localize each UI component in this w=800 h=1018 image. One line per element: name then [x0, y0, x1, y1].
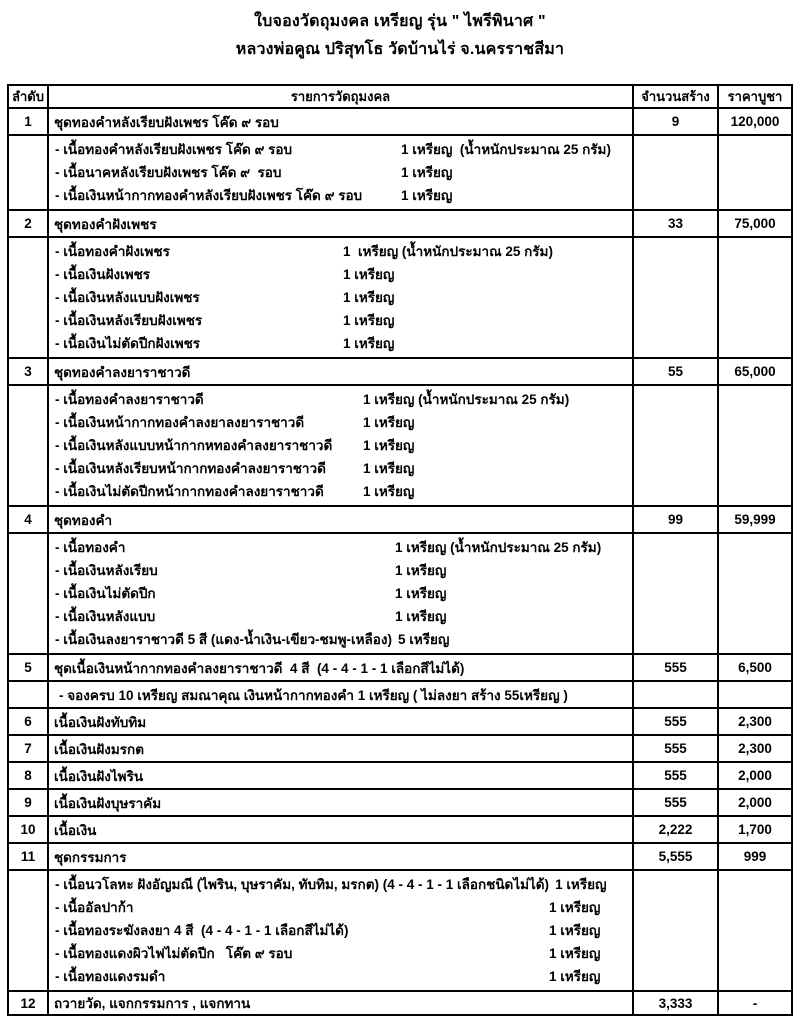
detail-material: - เนื้อเงินหน้ากากทองคำหลังเรียบฝังเพชร โค๊ด ๙ รอบ	[55, 188, 363, 203]
order-table	[7, 84, 793, 1016]
qty-made-value: 33	[633, 210, 718, 237]
detail-quantity: 1 เหรียญ	[363, 461, 415, 476]
detail-material: - เนื้อเงินหลังเรียบหน้ากากทองคำลงยาราชาวดี	[55, 461, 326, 476]
table-row	[8, 991, 792, 1015]
detail-line	[55, 942, 632, 965]
detail-line	[55, 873, 632, 896]
item-name: เนื้อเงินฝังทับทิม	[48, 708, 633, 735]
qty-made-value: 9	[633, 108, 718, 135]
price-value: 1,700	[718, 816, 792, 843]
row-number: 11	[8, 843, 48, 870]
row-number: 6	[8, 708, 48, 735]
detail-quantity: 1 เหรียญ	[401, 188, 453, 203]
detail-quantity: 1 เหรียญ	[343, 336, 395, 351]
item-details	[48, 237, 633, 358]
item-name: เนื้อเงินฝังบุษราคัม	[48, 789, 633, 816]
qty-made-value: 555	[633, 654, 718, 681]
table-row	[8, 762, 792, 789]
detail-quantity: 1 เหรียญ	[395, 609, 447, 624]
detail-material: - เนื้อเงินหน้ากากทองคำลงยาลงยาราชาวดี	[55, 415, 305, 430]
row-number: 2	[8, 210, 48, 237]
item-name: ชุดทองคำ	[48, 506, 633, 533]
row-number-empty	[8, 681, 48, 708]
table-row	[8, 533, 792, 654]
qty-made-empty	[633, 135, 718, 210]
detail-material: - เนื้ออัลปาก้า	[55, 900, 134, 915]
detail-material: - เนื้อทองระฆังลงยา 4 สี (4 - 4 - 1 - 1 เลือกสีไม่ได้)	[55, 923, 349, 938]
table-row	[8, 681, 792, 708]
table-row	[8, 108, 792, 135]
detail-line	[55, 896, 632, 919]
detail-quantity: 1 เหรียญ (น้ำหนักประมาณ 25 กรัม)	[343, 244, 553, 259]
detail-material: - เนื้อเงินไม่ตัดปีกฝังเพชร	[55, 336, 201, 351]
row-number: 4	[8, 506, 48, 533]
table-row	[8, 237, 792, 358]
detail-material: - เนื้อเงินหลังเรียบฝังเพชร	[55, 313, 203, 328]
row-number: 12	[8, 991, 48, 1015]
row-number: 5	[8, 654, 48, 681]
qty-made-value: 555	[633, 762, 718, 789]
row-number-empty	[8, 237, 48, 358]
row-number: 8	[8, 762, 48, 789]
detail-line	[55, 411, 632, 434]
item-details	[48, 385, 633, 506]
item-details	[48, 533, 633, 654]
price-empty	[718, 681, 792, 708]
row-number: 7	[8, 735, 48, 762]
qty-made-value: 3,333	[633, 991, 718, 1015]
detail-quantity: 5 เหรียญ	[397, 632, 450, 647]
detail-material: - เนื้อนวโลหะ ฝังอัญมณี (ไพริน, บุษราคัม, ทับทิม, มรกต) (4 - 4 - 1 - 1 เลือกชนิดไม่ได้)	[55, 877, 550, 892]
row-number-empty	[8, 870, 48, 991]
table-row	[8, 135, 792, 210]
item-name: เนื้อเงินฝังมรกต	[48, 735, 633, 762]
price-value: 999	[718, 843, 792, 870]
row-number-empty	[8, 533, 48, 654]
item-name: ชุดทองคำหลังเรียบฝังเพชร โค๊ด ๙ รอบ	[48, 108, 633, 135]
price-empty	[718, 135, 792, 210]
qty-made-value: 555	[633, 708, 718, 735]
detail-material: - เนื้อทองแดงรมดำ	[55, 969, 166, 984]
bonus-note: - จองครบ 10 เหรียญ สมณาคุณ เงินหน้ากากทองคำ 1 เหรียญ ( ไม่ลงยา สร้าง 55เหรียญ )	[48, 681, 633, 708]
detail-line	[55, 388, 632, 411]
detail-material: - เนื้อเงินหลังเรียบ	[55, 563, 158, 578]
price-value: 6,500	[718, 654, 792, 681]
detail-quantity: 1 เหรียญ	[395, 563, 447, 578]
qty-made-empty	[633, 385, 718, 506]
qty-made-empty	[633, 237, 718, 358]
detail-quantity: 1 เหรียญ	[363, 438, 415, 453]
item-name: เนื้อเงินฝังไพริน	[48, 762, 633, 789]
detail-material: - เนื้อทองแดงผิวไฟไม่ตัดปีก โค๊ต ๙ รอบ	[55, 946, 293, 961]
item-name: ถวายวัด, แจกกรรมการ , แจกทาน	[48, 991, 633, 1015]
row-number: 1	[8, 108, 48, 135]
qty-made-value: 99	[633, 506, 718, 533]
detail-quantity: 1 เหรียญ (น้ำหนักประมาณ 25 กรัม)	[401, 142, 611, 157]
item-name: เนื้อเงิน	[48, 816, 633, 843]
table-row	[8, 358, 792, 385]
detail-quantity: 1 เหรียญ	[343, 267, 395, 282]
detail-line	[55, 286, 632, 309]
detail-quantity: 1 เหรียญ	[363, 484, 415, 499]
detail-quantity: 1 เหรียญ	[549, 946, 601, 961]
detail-line	[55, 263, 632, 286]
detail-line	[55, 457, 632, 480]
price-value: 2,300	[718, 708, 792, 735]
row-number-empty	[8, 135, 48, 210]
detail-line	[55, 582, 632, 605]
detail-line	[55, 605, 632, 628]
detail-material: - เนื้อเงินไม่ตัดปีกหน้ากากทองคำลงยาราชาวดี	[55, 484, 324, 499]
detail-quantity: 1 เหรียญ	[343, 313, 395, 328]
detail-material: - เนื้อเงินลงยาราชาวดี 5 สี (แดง-น้ำเงิน-เขียว-ชมพู-เหลือง)	[55, 632, 392, 647]
price-value: 120,000	[718, 108, 792, 135]
table-row	[8, 870, 792, 991]
detail-line	[55, 161, 632, 184]
detail-quantity: 1 เหรียญ	[555, 877, 607, 892]
detail-material: - เนื้อเงินฝังเพชร	[55, 267, 151, 282]
detail-quantity: 1 เหรียญ (น้ำหนักประมาณ 25 กรัม)	[363, 392, 570, 407]
table-header-row	[8, 85, 792, 108]
detail-material: - เนื้อทองคำหลังเรียบฝังเพชร โค๊ด ๙ รอบ	[55, 142, 293, 157]
col-header-qty-made: จำนวนสร้าง	[633, 85, 718, 108]
row-number: 9	[8, 789, 48, 816]
document-header	[0, 0, 800, 64]
detail-line	[55, 559, 632, 582]
price-value: 2,300	[718, 735, 792, 762]
detail-line	[55, 434, 632, 457]
qty-made-empty	[633, 533, 718, 654]
price-empty	[718, 237, 792, 358]
detail-quantity: 1 เหรียญ	[363, 415, 415, 430]
document-title: ใบจองวัดถุมงคล เหรียญ รุ่น " ไพรีพินาศ "	[254, 13, 546, 30]
col-header-price: ราคาบูชา	[718, 85, 792, 108]
price-empty	[718, 385, 792, 506]
detail-quantity: 1 เหรียญ	[549, 969, 601, 984]
table-row	[8, 385, 792, 506]
table-row	[8, 506, 792, 533]
qty-made-empty	[633, 681, 718, 708]
table-row	[8, 816, 792, 843]
row-number: 3	[8, 358, 48, 385]
qty-made-value: 5,555	[633, 843, 718, 870]
detail-material: - เนื้อเงินหลังแบบฝังเพชร	[55, 290, 200, 305]
price-value: 65,000	[718, 358, 792, 385]
table-row	[8, 654, 792, 681]
detail-line	[55, 965, 632, 988]
item-name: ชุดทองคำฝังเพชร	[48, 210, 633, 237]
detail-quantity: 1 เหรียญ	[549, 923, 601, 938]
item-name: ชุดเนื้อเงินหน้ากากทองคำลงยาราชาวดี 4 สี (4 - 4 - 1 - 1 เลือกสีไม่ได้)	[48, 654, 633, 681]
col-header-item: รายการวัดถุมงคล	[48, 85, 633, 108]
table-row	[8, 735, 792, 762]
detail-line	[55, 332, 632, 355]
detail-line	[55, 480, 632, 503]
qty-made-value: 2,222	[633, 816, 718, 843]
table-row	[8, 843, 792, 870]
detail-line	[55, 536, 632, 559]
detail-material: - เนื้อทองคำ	[55, 540, 126, 555]
detail-line	[55, 919, 632, 942]
qty-made-value: 555	[633, 789, 718, 816]
price-value: 2,000	[718, 789, 792, 816]
detail-quantity: 1 เหรียญ	[401, 165, 453, 180]
detail-line	[55, 138, 632, 161]
detail-line	[55, 184, 632, 207]
item-details	[48, 135, 633, 210]
price-value: 59,999	[718, 506, 792, 533]
table-row	[8, 708, 792, 735]
detail-material: - เนื้อนาคหลังเรียบฝังเพชร โค๊ด ๙ รอบ	[55, 165, 282, 180]
price-value: -	[718, 991, 792, 1015]
detail-line	[55, 628, 632, 651]
item-name: ชุดทองคำลงยาราชาวดี	[48, 358, 633, 385]
row-number: 10	[8, 816, 48, 843]
item-details	[48, 870, 633, 991]
detail-material: - เนื้อเงินไม่ตัดปีก	[55, 586, 156, 601]
qty-made-value: 555	[633, 735, 718, 762]
detail-quantity: 1 เหรียญ	[549, 900, 601, 915]
table-row	[8, 210, 792, 237]
price-value: 2,000	[718, 762, 792, 789]
detail-material: - เนื้อเงินหลังแบบหน้ากากหทองคำลงยาราชาวดี	[55, 438, 333, 453]
detail-material: - เนื้อเงินหลังแบบ	[55, 609, 156, 624]
detail-line	[55, 240, 632, 263]
price-empty	[718, 533, 792, 654]
item-name: ชุดกรรมการ	[48, 843, 633, 870]
qty-made-empty	[633, 870, 718, 991]
document-subtitle: หลวงพ่อคูณ ปริสุทโธ วัดบ้านไร่ จ.นครราชสีมา	[235, 41, 565, 58]
table-row	[8, 789, 792, 816]
row-number-empty	[8, 385, 48, 506]
price-empty	[718, 870, 792, 991]
qty-made-value: 55	[633, 358, 718, 385]
col-header-number: ลำดับ	[8, 85, 48, 108]
detail-quantity: 1 เหรียญ	[343, 290, 395, 305]
detail-material: - เนื้อทองคำลงยาราชาวดี	[55, 392, 204, 407]
detail-quantity: 1 เหรียญ (น้ำหนักประมาณ 25 กรัม)	[395, 540, 602, 555]
detail-material: - เนื้อทองคำฝังเพชร	[55, 244, 170, 259]
detail-quantity: 1 เหรียญ	[395, 586, 447, 601]
detail-line	[55, 309, 632, 332]
price-value: 75,000	[718, 210, 792, 237]
